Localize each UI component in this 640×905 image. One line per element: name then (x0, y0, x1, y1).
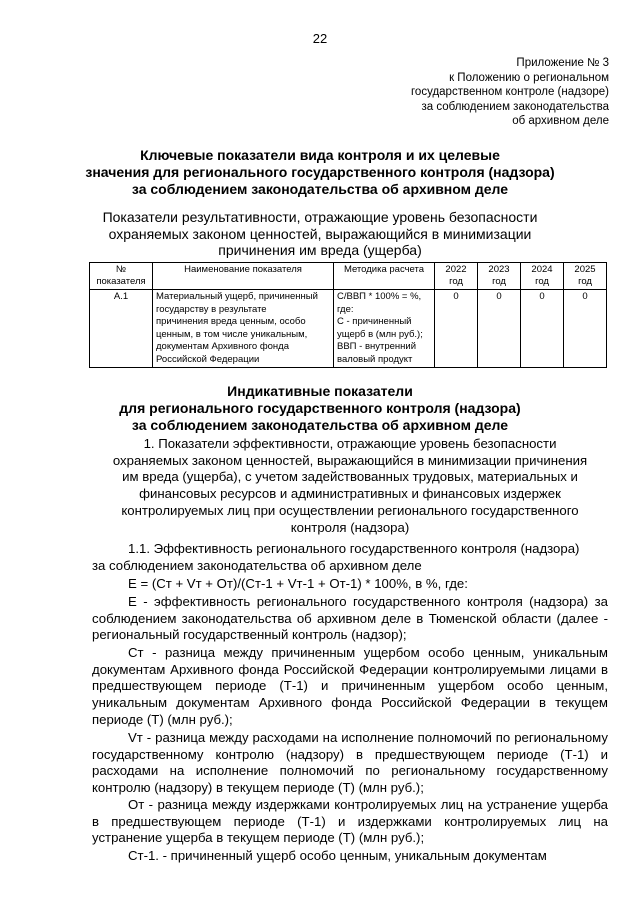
cell-line: ВВП - внутренний (337, 341, 417, 352)
row-value-2022: 0 (435, 290, 478, 368)
cell-line: С - причиненный (337, 316, 412, 327)
title-line: за соблюдением законодательства об архивном деле (131, 181, 509, 197)
cell-line: С/ВВП * 100% = %, (337, 291, 422, 302)
cell-line: документам Архивного фонда (156, 341, 289, 352)
definition-vt: Vт - разница между расходами на исполнение полномочий по региональному государственному контролю (надзору) в предшествующем периоде (Т-1) и расходами на исполнение полномочий по региональному государственному контролю (надзору) в текущем периоде (Т) (млн руб.); (92, 730, 608, 796)
heading-line: причинения им вреда (ущерба) (218, 242, 422, 258)
section-line: охраняемых законом ценностей, выражающийся в минимизации причинения (112, 452, 588, 468)
main-title (70, 147, 570, 198)
title-line: Индикативные показатели (227, 383, 413, 399)
year-unit: год (578, 276, 592, 287)
row-method (334, 290, 435, 368)
year-label: 2025 (574, 264, 596, 275)
title-line: значения для регионального государственного контроля (надзора) (85, 164, 555, 180)
header-year (478, 263, 521, 290)
appendix-header (411, 56, 609, 129)
cell-line: где: (337, 303, 354, 315)
table-row (90, 290, 607, 368)
results-heading (100, 209, 540, 259)
section-line: 1. Показатели эффективности, отражающие уровень безопасности (143, 436, 557, 451)
subsection-line: 1.1. Эффективность регионального государственного контроля (надзора) (128, 541, 580, 556)
appendix-line: к Положению о региональном (449, 71, 609, 84)
indicative-title (70, 383, 570, 434)
row-value-2023: 0 (478, 290, 521, 368)
title-line: за соблюдением законодательства об архивном деле (131, 417, 509, 433)
section-line: контроля (надзора) (290, 519, 410, 535)
header-num (90, 263, 153, 290)
year-unit: год (492, 276, 506, 287)
definition-e: E - эффективность регионального государственного контроля (надзора) за соблюдением законодательства об архивном деле в Тюменской области (далее - региональный государственный контроль (надзор); (92, 594, 608, 643)
section-line: контролируемых лиц при осуществлении регионального государственного (121, 502, 579, 518)
heading-line: Показатели результативности, отражающие уровень безопасности (102, 209, 538, 225)
row-value-2024: 0 (521, 290, 564, 368)
header-text: показателя (96, 276, 146, 287)
section-1-heading (92, 436, 608, 536)
formula: E = (Cт + Vт + Oт)/(Cт-1 + Vт-1 + Oт-1) * 100%, в %, где: (128, 576, 468, 591)
cell-line: Российской Федерации (156, 353, 260, 365)
definition-ct: Cт - разница между причиненным ущербом особо ценным, уникальным документам Архивного фонда Российской Федерации контролируемыми лицами в предшествующем периоде (Т-1) и причиненным ущербом особо ценным, уникальным документам Архивного фонда Российской Федерации в текущем периоде (Т) (млн руб.); (92, 645, 608, 727)
year-unit: год (535, 276, 549, 287)
header-method: Методика расчета (334, 263, 435, 290)
row-num: А.1 (90, 290, 153, 368)
year-label: 2022 (445, 264, 467, 275)
subsection-line: за соблюдением законодательства об архивном деле (92, 557, 422, 573)
cell-line: Материальный ущерб, причиненный (156, 291, 318, 302)
cell-line: ценным, в том числе уникальным, (156, 328, 308, 340)
page-number: 22 (312, 31, 328, 46)
header-year (521, 263, 564, 290)
title-line: для регионального государственного контроля (надзора) (119, 400, 521, 416)
cell-line: государству в результате (156, 303, 267, 315)
definition-ot: Oт - разница между издержками контролируемых лиц на устранение ущерба в предшествующем периоде (Т-1) и издержками контролируемых лиц на устранение ущерба в текущем периоде (Т) (млн руб.); (92, 797, 608, 846)
cell-line: валовый продукт (337, 353, 413, 365)
header-year (435, 263, 478, 290)
definition-ct1: Cт-1. - причиненный ущерб особо ценным, уникальным документам (128, 848, 547, 863)
indicators-table (89, 262, 607, 368)
row-value-2025: 0 (564, 290, 607, 368)
year-unit: год (449, 276, 463, 287)
appendix-line: Приложение № 3 (516, 57, 609, 69)
row-name (153, 290, 334, 368)
year-label: 2024 (531, 264, 553, 275)
appendix-line: государственном контроле (надзоре) (410, 86, 609, 99)
appendix-line: об архивном деле (512, 115, 609, 128)
header-text: № (115, 264, 127, 275)
appendix-line: за соблюдением законодательства (421, 100, 609, 113)
subsection-1-1 (92, 541, 608, 574)
header-name: Наименование показателя (153, 263, 334, 290)
title-line: Ключевые показатели вида контроля и их целевые (140, 147, 500, 163)
cell-line: ущерб в (млн руб.); (337, 328, 423, 340)
table-header-row (90, 263, 607, 290)
header-year (564, 263, 607, 290)
heading-line: охраняемых законом ценностей, выражающийся в минимизации (108, 225, 532, 242)
year-label: 2023 (488, 264, 510, 275)
cell-line: причинения вреда ценным, особо (156, 316, 306, 327)
section-line: финансовых ресурсов и административных и финансовых издержек (139, 486, 561, 502)
section-line: им вреда (ущерба), с учетом задействованных трудовых, материальных и (122, 469, 578, 485)
